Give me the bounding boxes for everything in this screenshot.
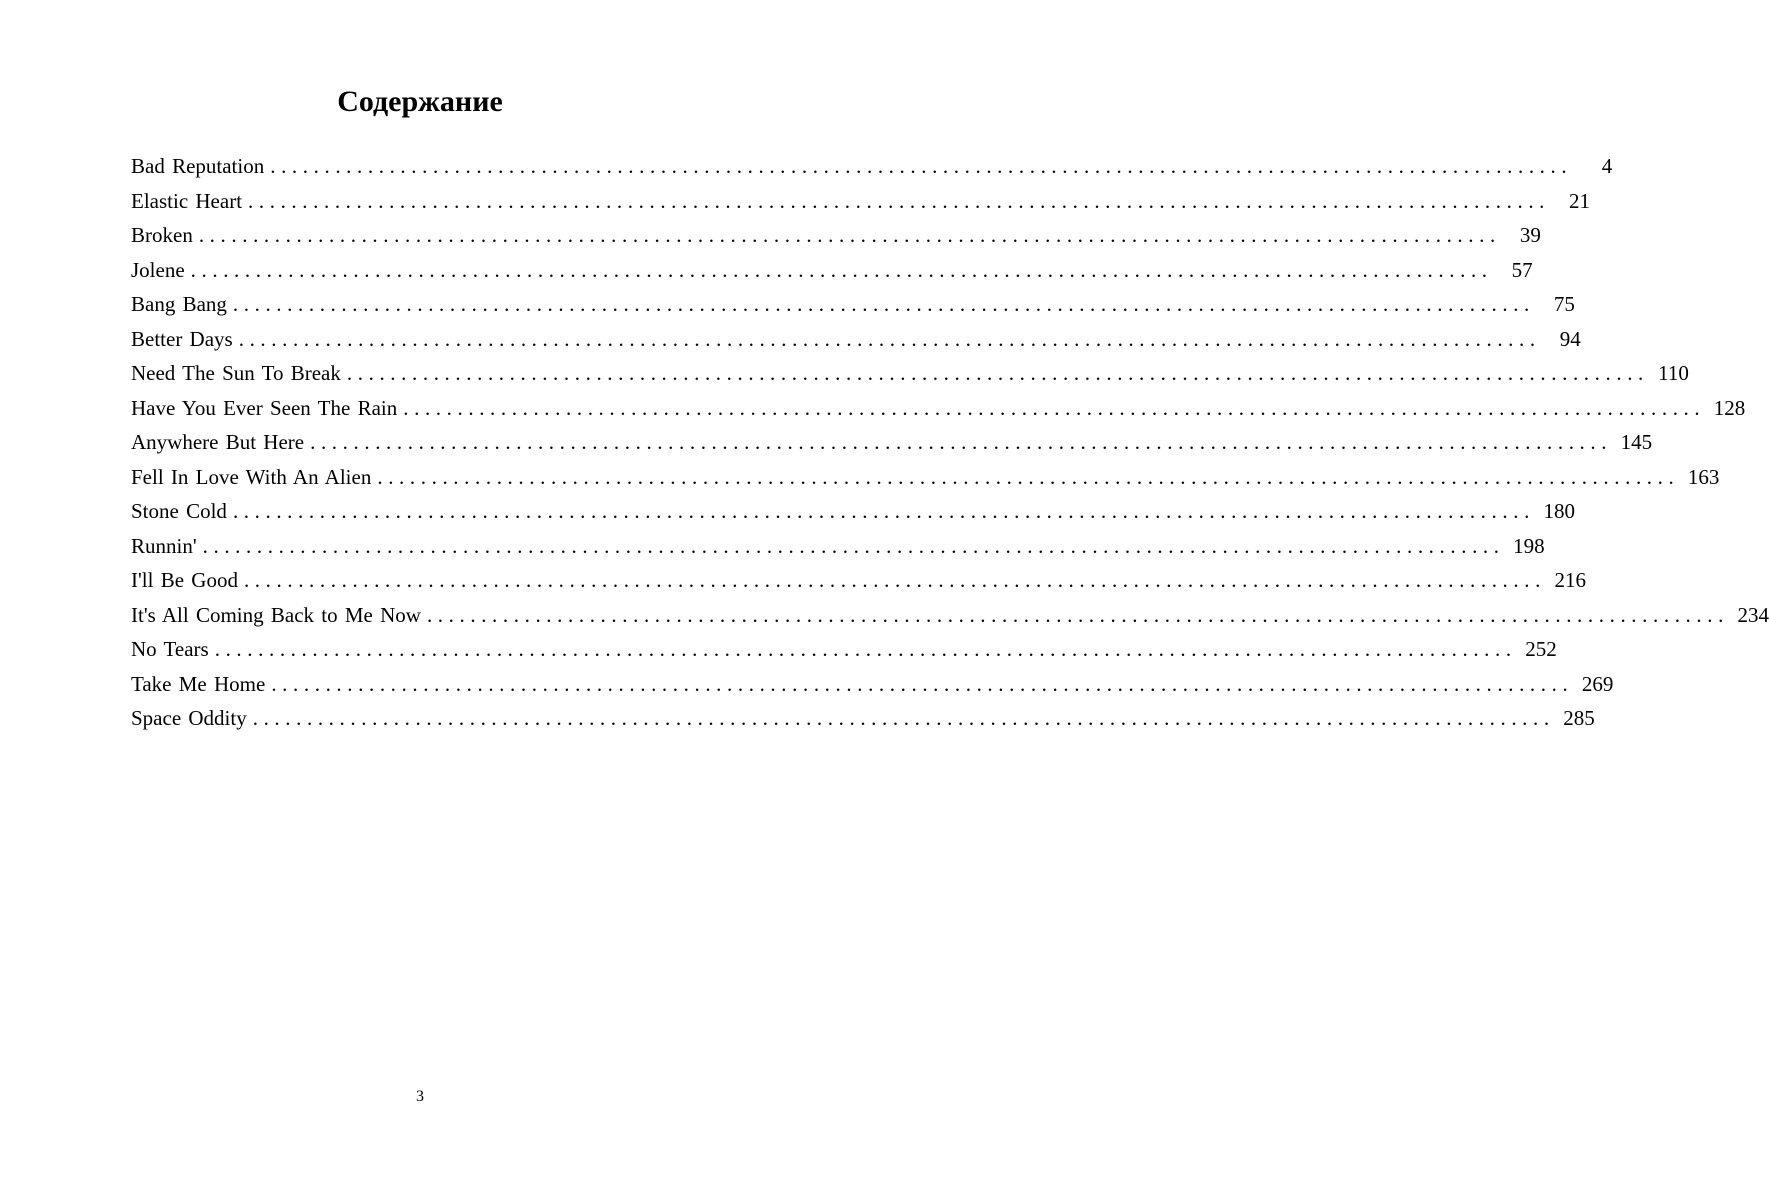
toc-entry-title: Bad Reputation bbox=[131, 154, 265, 178]
dot-leader: ........................................................................................................................ bbox=[403, 395, 1706, 420]
toc-entry[interactable] bbox=[131, 322, 1581, 357]
toc-entry[interactable] bbox=[131, 287, 1575, 322]
toc-entry[interactable] bbox=[131, 460, 1720, 495]
toc-entry-page: 163 bbox=[1687, 464, 1720, 489]
toc-entry[interactable] bbox=[131, 356, 1689, 391]
toc-entry-page: 75 bbox=[1553, 292, 1575, 316]
toc-entry-page: 145 bbox=[1620, 430, 1653, 454]
dot-leader: ........................................................................................................................ bbox=[243, 568, 1546, 592]
toc-entry-title: Bang Bang bbox=[131, 292, 227, 316]
toc-entry-title: Need The Sun To Break bbox=[131, 361, 341, 385]
page-number: 3 bbox=[416, 1088, 424, 1105]
dot-leader: ........................................................................................................................ bbox=[198, 223, 1501, 247]
dot-leader: ........................................................................................................................ bbox=[310, 430, 1613, 454]
toc-entry[interactable] bbox=[131, 632, 1557, 667]
page-title: Содержание bbox=[337, 85, 503, 118]
toc-entry-page: 234 bbox=[1737, 602, 1769, 627]
toc-entry-title: Better Days bbox=[131, 326, 233, 351]
dot-leader: ........................................................................................................................ bbox=[238, 326, 1541, 351]
toc-entry[interactable] bbox=[131, 701, 1595, 736]
dot-leader: ........................................................................................................................ bbox=[214, 637, 1517, 661]
toc-entry[interactable] bbox=[131, 667, 1614, 702]
toc-entry-title: I'll Be Good bbox=[131, 568, 238, 592]
dot-leader: ........................................................................................................................ bbox=[271, 671, 1574, 696]
toc-entry-page: 128 bbox=[1713, 395, 1746, 420]
toc-entry-page: 21 bbox=[1569, 188, 1591, 213]
toc-entry-page: 216 bbox=[1554, 568, 1586, 592]
toc-entry-title: Stone Cold bbox=[131, 499, 227, 523]
toc-entry[interactable] bbox=[131, 529, 1545, 564]
toc-entry-page: 252 bbox=[1525, 637, 1557, 661]
toc-entry-page: 57 bbox=[1511, 257, 1533, 282]
toc-entry-title: Broken bbox=[131, 223, 193, 247]
toc-entry-page: 39 bbox=[1519, 223, 1541, 247]
toc-entry-page: 180 bbox=[1543, 499, 1575, 523]
toc-entry-page: 4 bbox=[1601, 154, 1613, 178]
toc-entry-title: Take Me Home bbox=[131, 671, 266, 696]
toc-entry[interactable] bbox=[131, 184, 1591, 219]
toc-entry-page: 198 bbox=[1513, 533, 1545, 558]
toc-entry-title: Runnin' bbox=[131, 533, 197, 558]
toc-entry-title: Fell In Love With An Alien bbox=[131, 464, 372, 489]
dot-leader: ........................................................................................................................ bbox=[248, 188, 1551, 213]
toc-entry[interactable] bbox=[131, 149, 1613, 184]
toc-entry-page: 269 bbox=[1581, 671, 1614, 696]
dot-leader: ........................................................................................................................ bbox=[232, 292, 1535, 316]
toc-entry-title: Have You Ever Seen The Rain bbox=[131, 395, 398, 420]
toc-entry[interactable] bbox=[131, 598, 1769, 633]
toc-entry[interactable] bbox=[131, 218, 1541, 253]
toc-entry[interactable] bbox=[131, 253, 1533, 288]
dot-leader: ........................................................................................................................ bbox=[202, 533, 1505, 558]
dot-leader: ........................................................................................................................ bbox=[252, 706, 1555, 730]
dot-leader: ........................................................................................................................ bbox=[426, 602, 1729, 627]
table-of-contents bbox=[131, 149, 1769, 736]
dot-leader: ........................................................................................................................ bbox=[190, 257, 1493, 282]
toc-entry-page: 110 bbox=[1658, 361, 1689, 385]
dot-leader: ........................................................................................................................ bbox=[346, 361, 1649, 385]
toc-entry-title: Jolene bbox=[131, 257, 185, 282]
toc-entry-title: Anywhere But Here bbox=[131, 430, 305, 454]
toc-entry[interactable] bbox=[131, 425, 1653, 460]
toc-entry[interactable] bbox=[131, 391, 1746, 426]
dot-leader: ........................................................................................................................ bbox=[377, 464, 1680, 489]
toc-entry-title: Space Oddity bbox=[131, 706, 247, 730]
dot-leader: ........................................................................................................................ bbox=[232, 499, 1535, 523]
toc-entry-title: No Tears bbox=[131, 637, 209, 661]
toc-entry-page: 285 bbox=[1563, 706, 1595, 730]
toc-entry-page: 94 bbox=[1559, 326, 1581, 351]
toc-entry-title: It's All Coming Back to Me Now bbox=[131, 602, 421, 627]
toc-entry-title: Elastic Heart bbox=[131, 188, 243, 213]
toc-entry[interactable] bbox=[131, 563, 1586, 598]
toc-entry[interactable] bbox=[131, 494, 1575, 529]
dot-leader: ........................................................................................................................ bbox=[270, 154, 1573, 178]
